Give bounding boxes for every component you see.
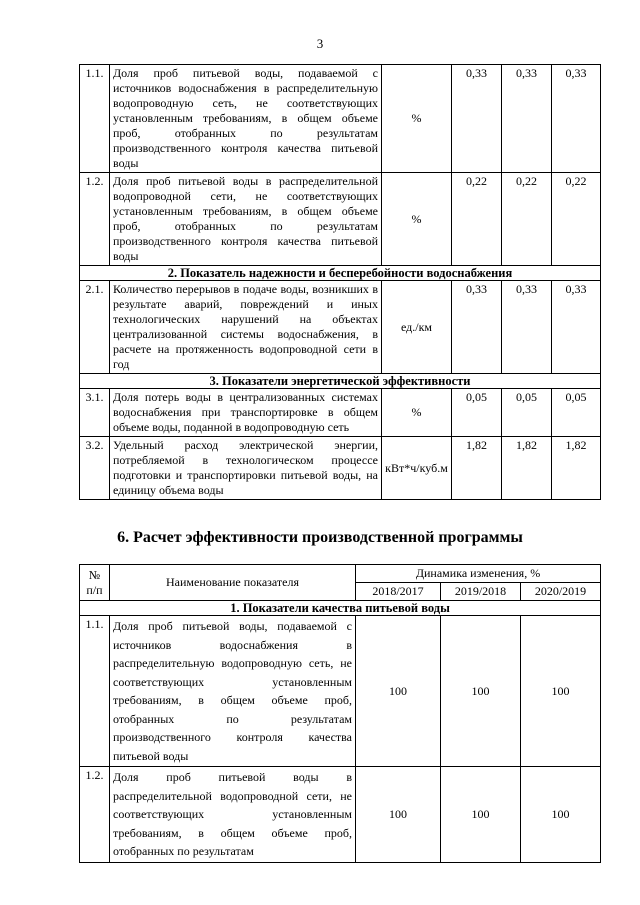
header-row [80,565,601,583]
value-cell: 0,22 [502,173,552,266]
table-row [80,173,601,266]
section-heading: 6. Расчет эффективности производственной программы [117,529,523,546]
value-cell: 0,05 [452,389,502,437]
value-cell: 100 [356,616,441,767]
page-number: 3 [316,36,324,51]
efficiency-table [79,564,601,863]
indicator-name: Удельный расход электрической энергии, потребляемой в технологическом процессе подготовки и транспортировки питьевой воды, на единицу объема воды [110,437,382,500]
indicator-name: Доля проб питьевой воды в распределительной водопроводной сети, не соответствующих установленным требованиям, в общем объеме проб, отобранных по результатам производственного контроля качества питьевой воды [110,173,382,266]
indicator-name: Доля проб питьевой воды, подаваемой с источников водоснабжения в распределительную водопроводную сеть, не соответствующих установленным требованиям, в общем объеме проб, отобранных по результатам производственного контроля качества питьевой воды [110,65,382,173]
section-title: 3. Показатели энергетической эффективности [80,374,601,389]
indicator-name: Доля проб питьевой воды, подаваемой с источников водоснабжения в распределительную водопроводную сеть, не соответствующих установленным требованиям, в общем объеме проб, отобранных по результатам производственного контроля качества питьевой воды [110,616,356,767]
unit-cell: ед./км [382,281,452,374]
row-number: 2.1. [80,281,110,374]
header-col-1: 2018/2017 [356,583,441,601]
row-number: 1.1. [80,65,110,173]
table-row [80,616,601,767]
table-row [80,281,601,374]
section-title: 2. Показатель надежности и бесперебойности водоснабжения [80,266,601,281]
section-row [80,266,601,281]
value-cell: 1,82 [502,437,552,500]
table-row [80,767,601,863]
header-col-3: 2020/2019 [521,583,601,601]
value-cell: 0,22 [452,173,502,266]
value-cell: 0,33 [552,65,601,173]
unit-cell: кВт*ч/куб.м [382,437,452,500]
value-cell: 100 [441,767,521,863]
indicators-table [79,64,601,500]
value-cell: 0,05 [502,389,552,437]
value-cell: 0,33 [552,281,601,374]
row-number: 3.1. [80,389,110,437]
header-num: № п/п [80,565,110,601]
header-group: Динамика изменения, % [356,565,601,583]
value-cell: 0,33 [502,65,552,173]
value-cell: 0,05 [552,389,601,437]
table-row [80,65,601,173]
value-cell: 0,33 [502,281,552,374]
row-number: 1.1. [80,616,110,767]
header-col-2: 2019/2018 [441,583,521,601]
table-row [80,437,601,500]
value-cell: 1,82 [552,437,601,500]
indicator-name: Количество перерывов в подаче воды, возникших в результате аварий, повреждений и иных технологических нарушений на объектах централизованной системы водоснабжения, в расчете на протяженность водопроводной сети в год [110,281,382,374]
value-cell: 0,33 [452,65,502,173]
value-cell: 100 [521,767,601,863]
unit-cell: % [382,173,452,266]
row-number: 1.2. [80,767,110,863]
header-name: Наименование показателя [110,565,356,601]
value-cell: 100 [521,616,601,767]
unit-cell: % [382,389,452,437]
section-title: 1. Показатели качества питьевой воды [80,601,601,616]
unit-cell: % [382,65,452,173]
value-cell: 0,33 [452,281,502,374]
section-row [80,601,601,616]
row-number: 3.2. [80,437,110,500]
value-cell: 1,82 [452,437,502,500]
row-number: 1.2. [80,173,110,266]
indicator-name: Доля проб питьевой воды в распределительной водопроводной сети, не соответствующих установленным требованиям, в общем объеме проб, отобранных по результатам [110,767,356,863]
indicator-name: Доля потерь воды в централизованных системах водоснабжения при транспортировке в общем объеме воды, поданной в водопроводную сеть [110,389,382,437]
value-cell: 100 [441,616,521,767]
section-row [80,374,601,389]
value-cell: 0,22 [552,173,601,266]
table-row [80,389,601,437]
value-cell: 100 [356,767,441,863]
